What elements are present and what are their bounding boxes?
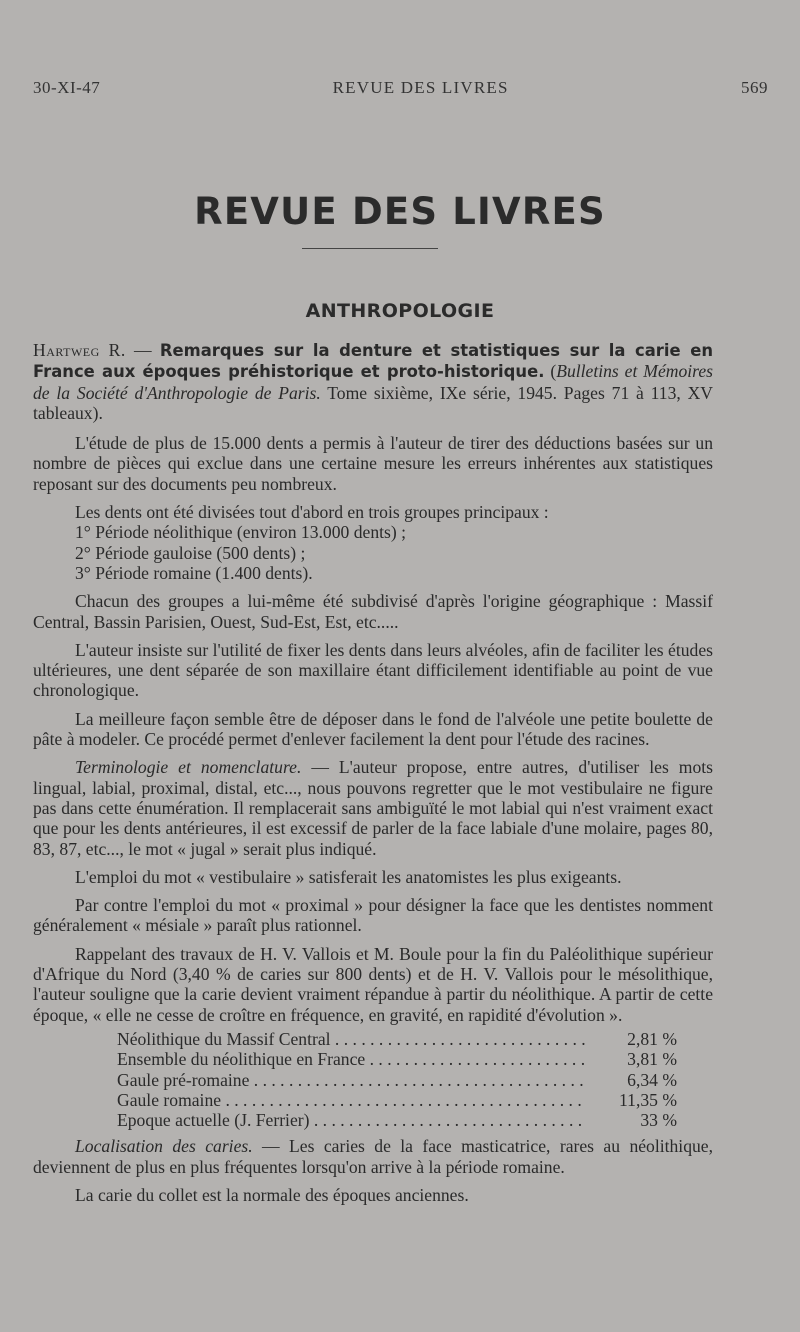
stat-label: Ensemble du néolithique en France . . .	[117, 1049, 587, 1069]
stat-value: 11,35 %	[619, 1089, 677, 1110]
paragraph-11: La carie du collet est la normale des époques anciennes.	[75, 1184, 469, 1205]
list-item: 2° Période gauloise (500 dents) ;	[75, 542, 306, 563]
paragraph-10	[33, 1136, 713, 1177]
reference-paren: (	[544, 361, 557, 382]
reference-title: Remarques sur la denture et statistiques sur la carie en France aux époques préhistorique et proto-historique.	[33, 341, 714, 382]
bibliographic-reference	[33, 340, 713, 423]
list-item: 1° Période néolithique (environ 13.000 dents) ;	[75, 522, 406, 543]
stat-label: Néolithique du Massif Central . . .	[117, 1029, 587, 1049]
stat-value: 3,81 %	[627, 1049, 677, 1070]
paragraph-6	[33, 757, 713, 858]
caries-statistics-table	[117, 1029, 677, 1130]
reference-author: Hartweg R.	[33, 340, 126, 360]
paragraph-8: Par contre l'emploi du mot « proximal » pour désigner la face que les dentistes nomment généralement « mésiale » paraît plus rationnel.	[33, 895, 713, 936]
reference-details: Tome sixième, IXe série, 1945. Pages 71 à 113, XV tableaux).	[33, 382, 714, 423]
stat-row	[117, 1029, 677, 1049]
paragraph-3: Chacun des groupes a lui-même été subdivisé d'après l'origine géographique : Massif Central, Bassin Parisien, Ouest, Sud-Est, Est, etc.....	[33, 591, 713, 632]
paragraph-9: Rappelant des travaux de H. V. Vallois et M. Boule pour la fin du Paléolithique supérieur d'Afrique du Nord (3,40 % de caries sur 800 dents) et de H. V. Vallois pour le mésolithique, l'auteur souligne que la carie devient vraiment répandue à partir du néolithique. A partir de cette époque, « elle ne cesse de croître en fréquence, en gravité, en rapidité d'évolution ».	[33, 943, 713, 1025]
stat-label: Gaule romaine . . .	[117, 1090, 587, 1110]
paragraph-7: L'emploi du mot « vestibulaire » satisferait les anatomistes les plus exigeants.	[75, 866, 622, 887]
running-header	[33, 78, 768, 98]
reference-dash: —	[125, 340, 160, 360]
stat-value: 6,34 %	[627, 1069, 677, 1090]
paragraph-10-text: — Les caries de la face masticatrice, rares au néolithique, deviennent de plus en plus fréquentes lorsqu'on arrive à la période romaine.	[33, 1136, 713, 1177]
subsection-heading: Terminologie et nomenclature.	[75, 757, 302, 778]
stat-row	[117, 1110, 677, 1130]
subsection-heading: Localisation des caries.	[75, 1136, 253, 1157]
stat-value: 33 %	[640, 1110, 677, 1131]
stat-row	[117, 1070, 677, 1090]
article-body	[33, 340, 713, 1213]
running-title: REVUE DES LIVRES	[332, 78, 509, 97]
paragraph-4: L'auteur insiste sur l'utilité de fixer les dents dans leurs alvéoles, afin de faciliter les études ultérieures, une dent séparée de son maxillaire étant difficilement identifiable au point de vue chronologique.	[33, 639, 713, 701]
section-heading: ANTHROPOLOGIE	[305, 300, 495, 322]
paragraph-5: La meilleure façon semble être de déposer dans le fond de l'alvéole une petite boulette de pâte à modeler. Ce procédé permet d'enlever facilement la dent pour l'étude des racines.	[33, 708, 713, 750]
paragraph-2: Les dents ont été divisées tout d'abord en trois groupes principaux :	[75, 502, 549, 523]
stat-value: 2,81 %	[627, 1028, 677, 1049]
paragraph-6-text: — L'auteur propose, entre autres, d'utiliser les mots lingual, labial, proximal, distal, etc..., nous pouvons regretter que le mot vestibulaire ne figure pas dans cette énumération. Il remplacerait sans ambiguïté le mot labial qui n'est vraiment exact que pour les dents antérieures, il est excessif de parler de la face labiale d'une molaire, pages 80, 83, 87, etc..., le mot « jugal » serait plus indiqué.	[33, 757, 714, 859]
page-title: REVUE DES LIVRES	[194, 190, 606, 233]
stat-row	[117, 1090, 677, 1110]
title-rule	[302, 248, 438, 249]
paragraph-1: L'étude de plus de 15.000 dents a permis à l'auteur de tirer des déductions basées sur un nombre de pièces qui exclue dans une certaine mesure les erreurs inhérentes aux statistiques reposant sur des documents peu nombreux.	[33, 433, 713, 494]
list-item: 3° Période romaine (1.400 dents).	[75, 562, 313, 583]
page-number: 569	[741, 78, 768, 97]
stat-label: Gaule pré-romaine . . .	[117, 1070, 587, 1090]
issue-date: 30-XI-47	[33, 78, 101, 97]
stat-label: Epoque actuelle (J. Ferrier) . . .	[117, 1110, 587, 1130]
reference-journal: Bulletins et Mémoires de la Société d'Anthropologie de Paris.	[33, 361, 713, 403]
stat-row	[117, 1049, 677, 1069]
